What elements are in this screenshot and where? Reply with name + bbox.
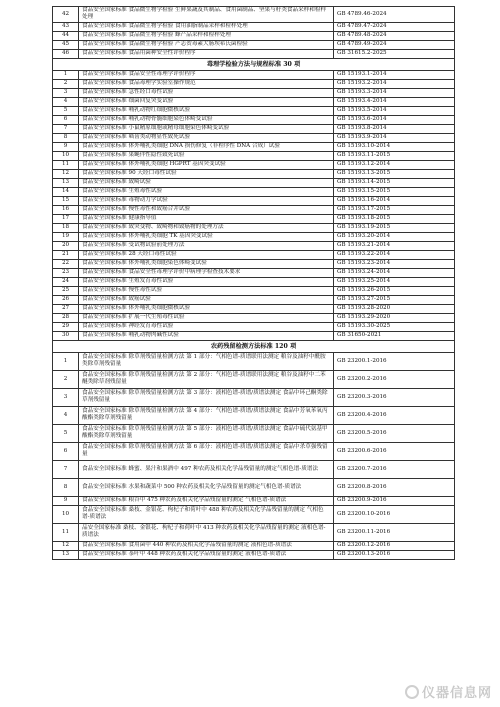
table-row xyxy=(53,232,455,241)
standard-code: GB 15193.10-2014 xyxy=(334,142,455,151)
table-row xyxy=(53,352,455,370)
standard-name: 食品安全国家标准 除草剂残留量检测方法 第 5 部分：液相色谱-质谱/质谱法测定 食品中硫代氨基甲酸酯类除草剂残留量 xyxy=(79,424,334,442)
table-row xyxy=(53,268,455,277)
standard-name: 食品安全国家标准 水果和蔬菜中 500 种农药及相关化学品残留量的测定气相色谱-质谱法 xyxy=(79,478,334,496)
row-number: 8 xyxy=(53,133,79,142)
table-row xyxy=(53,322,455,331)
row-number: 14 xyxy=(53,187,79,196)
table-row xyxy=(53,259,455,268)
table-row xyxy=(53,88,455,97)
table-row xyxy=(53,295,455,304)
standard-name: 食品安全国家标准 食品用菌种安全性评价程序 xyxy=(79,49,334,58)
standard-code: GB 31650-2021 xyxy=(334,331,455,340)
table-row xyxy=(53,286,455,295)
row-number: 28 xyxy=(53,313,79,322)
standard-name: 品安全国家标准 桑枝、金银花、枸杞子和荷叶中 413 种农药及相关化学品残留量的测定 液相色谱-质谱法 xyxy=(79,523,334,541)
standard-code: GB 23200.6-2016 xyxy=(334,442,455,460)
standard-name: 食品安全国家标准 食品微生物学检验 蜂产品采样和检样处理 xyxy=(79,31,334,40)
row-number: 25 xyxy=(53,286,79,295)
standard-name: 食品安全国家标准 食品微生物学检验 产志贺毒素大肠埃希氏菌检验 xyxy=(79,40,334,49)
table-row xyxy=(53,460,455,478)
table-row xyxy=(53,214,455,223)
table-row xyxy=(53,304,455,313)
standards-table xyxy=(52,6,455,560)
standard-code: GB 15193.26-2015 xyxy=(334,286,455,295)
standard-code: GB 15193.17-2015 xyxy=(334,205,455,214)
standard-name: 食品安全国家标准 食品微生物学检验 生鲜果蔬及其制品、食用菌制品、坚果与籽类食品采样和检样处理 xyxy=(79,7,334,23)
standard-code: GB 23200.9-2016 xyxy=(334,496,455,505)
standard-code: GB 15193.16-2014 xyxy=(334,196,455,205)
standard-name: 食品安全国家标准 90 天经口毒性试验 xyxy=(79,169,334,178)
standard-name: 食品安全国家标准 除草剂残留量检测方法 第 4 部分：气相色谱-质谱/质谱法测定 食品中芳氧苯氧丙酸酯类除草剂残留量 xyxy=(79,406,334,424)
standard-name: 食品安全国家标准 细菌回复突变试验 xyxy=(79,97,334,106)
standard-name: 食品安全国家标准 除草剂残留量检测方法 第 1 部分：气相色谱-质谱联用法测定 粮谷及油籽中酰胺类除草剂残留量 xyxy=(79,352,334,370)
row-number: 15 xyxy=(53,196,79,205)
standard-code: GB 23200.8-2016 xyxy=(334,478,455,496)
row-number: 7 xyxy=(53,460,79,478)
section-title: 农药残留检测方法标准 120 项 xyxy=(53,340,455,352)
table-row xyxy=(53,388,455,406)
standard-code: GB 15193.28-2020 xyxy=(334,304,455,313)
section-header-row xyxy=(53,340,455,352)
row-number: 11 xyxy=(53,523,79,541)
row-number: 2 xyxy=(53,79,79,88)
table-row xyxy=(53,151,455,160)
standard-name: 食品安全国家标准 扩展一代生殖毒性试验 xyxy=(79,313,334,322)
row-number: 5 xyxy=(53,424,79,442)
table-row xyxy=(53,142,455,151)
table-row xyxy=(53,406,455,424)
standard-name: 食品安全国家标准 慢性毒性试验 xyxy=(79,286,334,295)
standard-name: 食品安全国家标准 桑枝、金银花、枸杞子和荷叶中 488 种农药及相关化学品残留量的测定 气相色谱-质谱法 xyxy=(79,505,334,523)
table-row xyxy=(53,277,455,286)
table-row xyxy=(53,205,455,214)
standard-code: GB 15193.19-2015 xyxy=(334,223,455,232)
table-row xyxy=(53,187,455,196)
table-row xyxy=(53,49,455,58)
standard-name: 食品安全国家标准 哺乳动物骨髓细胞染色体畸变试验 xyxy=(79,115,334,124)
row-number: 16 xyxy=(53,205,79,214)
standard-code: GB 15193.5-2014 xyxy=(334,106,455,115)
table-row xyxy=(53,331,455,340)
standard-name: 食品安全国家标准 食用菌中 440 种农药及相关化学品残留量的测定 液相色谱-质谱法 xyxy=(79,541,334,550)
row-number: 5 xyxy=(53,106,79,115)
row-number: 1 xyxy=(53,70,79,79)
standard-code: GB 4789.46-2024 xyxy=(334,7,455,23)
logo-circle-icon xyxy=(405,685,419,699)
standard-name: 食品安全国家标准 急性经口毒性试验 xyxy=(79,88,334,97)
row-number: 30 xyxy=(53,331,79,340)
standard-name: 食品安全国家标准 28 天经口毒性试验 xyxy=(79,250,334,259)
standard-code: GB 4789.47-2024 xyxy=(334,22,455,31)
standard-name: 食品安全国家标准 致畸试验 xyxy=(79,178,334,187)
table-row xyxy=(53,250,455,259)
standard-code: GB 23200.10-2016 xyxy=(334,505,455,523)
table-row xyxy=(53,478,455,496)
table-row xyxy=(53,7,455,23)
standard-name: 食品安全国家标准 小鼠精原细胞或精母细胞染色体畸变试验 xyxy=(79,124,334,133)
table-row xyxy=(53,22,455,31)
row-number: 18 xyxy=(53,223,79,232)
standard-name: 食品安全国家标准 体外哺乳类细胞 DNA 损伤修复（非程序性 DNA 合成）试验 xyxy=(79,142,334,151)
row-number: 6 xyxy=(53,442,79,460)
standard-code: GB 15193.11-2015 xyxy=(334,151,455,160)
table-row xyxy=(53,115,455,124)
table-row xyxy=(53,550,455,559)
standard-name: 食品安全国家标准 哺乳动物红细胞微核试验 xyxy=(79,106,334,115)
standard-name: 食品安全国家标准 生殖毒性试验 xyxy=(79,187,334,196)
standard-name: 食品安全国家标准 食品毒理学实验室操作规范 xyxy=(79,79,334,88)
row-number: 10 xyxy=(53,505,79,523)
section-title: 毒理学检验方法与规程标准 30 项 xyxy=(53,58,455,70)
standard-name: 食品安全国家标准 哺乳动物肉碱性试验 xyxy=(79,331,334,340)
standard-name: 食品安全国家标准 体外哺乳类细胞染色体畸变试验 xyxy=(79,259,334,268)
standard-name: 食品安全国家标准 蜂蜜、果汁和果酒中 497 种农药及相关化学品残留量的测定气相色谱-质谱法 xyxy=(79,460,334,478)
standard-name: 食品安全国家标准 毒物动力学试验 xyxy=(79,196,334,205)
row-number: 19 xyxy=(53,232,79,241)
standard-name: 食品安全国家标准 体外哺乳类细胞微核试验 xyxy=(79,304,334,313)
standard-name: 食品安全国家标准 除草剂残留量检测方法 第 3 部分：液相色谱-质谱/质谱法测定 食品中环己酮类除草剂残留量 xyxy=(79,388,334,406)
row-number: 42 xyxy=(53,7,79,23)
standard-name: 食品安全国家标准 神经发育毒性试验 xyxy=(79,322,334,331)
table-row xyxy=(53,31,455,40)
standard-name: 食品安全国家标准 食品安全性毒理学评价程序 xyxy=(79,70,334,79)
standards-table-body xyxy=(53,7,455,560)
standard-code: GB 15193.1-2014 xyxy=(334,70,455,79)
standard-code: GB 4789.48-2024 xyxy=(334,31,455,40)
standard-name: 食品安全国家标准 致突变物、致畸物和致癌物的处理方法 xyxy=(79,223,334,232)
standard-code: GB 15193.20-2014 xyxy=(334,232,455,241)
row-number: 20 xyxy=(53,241,79,250)
standard-code: GB 23200.4-2016 xyxy=(334,406,455,424)
table-row xyxy=(53,505,455,523)
standard-code: GB 15193.14-2015 xyxy=(334,178,455,187)
standard-code: GB 31615.2-2025 xyxy=(334,49,455,58)
standard-code: GB 4789.49-2024 xyxy=(334,40,455,49)
standard-name: 食品安全国家标准 除草剂残留量检测方法 第 2 部分：气相色谱-质谱联用法测定 粮谷及油籽中二苯醚类除草剂残留量 xyxy=(79,370,334,388)
standard-code: GB 15193.29-2020 xyxy=(334,313,455,322)
standard-name: 食品安全国家标准 果蝇伴性隐性致死试验 xyxy=(79,151,334,160)
table-row xyxy=(53,133,455,142)
standard-code: GB 23200.2-2016 xyxy=(334,370,455,388)
row-number: 12 xyxy=(53,541,79,550)
standard-code: GB 15193.4-2014 xyxy=(334,97,455,106)
standard-code: GB 15193.27-2015 xyxy=(334,295,455,304)
standard-code: GB 23200.3-2016 xyxy=(334,388,455,406)
standard-name: 食品安全国家标准 茶叶中 448 种农药及相关化学品残留量的测定 液相色谱-质谱法 xyxy=(79,550,334,559)
row-number: 3 xyxy=(53,388,79,406)
row-number: 7 xyxy=(53,124,79,133)
standard-code: GB 15193.9-2014 xyxy=(334,133,455,142)
standard-name: 食品安全国家标准 体外哺乳类细胞 HGPRT 基因突变试验 xyxy=(79,160,334,169)
standard-code: GB 15193.18-2015 xyxy=(334,214,455,223)
table-row xyxy=(53,124,455,133)
table-row xyxy=(53,370,455,388)
row-number: 3 xyxy=(53,88,79,97)
row-number: 10 xyxy=(53,151,79,160)
table-row xyxy=(53,523,455,541)
standard-name: 食品安全国家标准 受试物试验前处理方法 xyxy=(79,241,334,250)
standard-code: GB 23200.5-2016 xyxy=(334,424,455,442)
table-row xyxy=(53,97,455,106)
table-row xyxy=(53,541,455,550)
standard-code: GB 15193.30-2025 xyxy=(334,322,455,331)
row-number: 12 xyxy=(53,169,79,178)
table-row xyxy=(53,442,455,460)
row-number: 11 xyxy=(53,160,79,169)
standard-code: GB 15193.13-2015 xyxy=(334,169,455,178)
standard-name: 食品安全国家标准 食品微生物学检验 食用油脂制品采样和检样处理 xyxy=(79,22,334,31)
row-number: 43 xyxy=(53,22,79,31)
table-row xyxy=(53,313,455,322)
standard-code: GB 15193.15-2015 xyxy=(334,187,455,196)
standard-code: GB 23200.7-2016 xyxy=(334,460,455,478)
row-number: 27 xyxy=(53,304,79,313)
row-number: 22 xyxy=(53,259,79,268)
table-row xyxy=(53,241,455,250)
standard-name: 食品安全国家标准 粮谷中 475 种农药及相关化学品残留量的测定 气相色谱-质谱法 xyxy=(79,496,334,505)
standard-name: 食品安全国家标准 体外哺乳类细胞 TK 基因突变试验 xyxy=(79,232,334,241)
row-number: 26 xyxy=(53,295,79,304)
standard-code: GB 15193.21-2014 xyxy=(334,241,455,250)
standard-code: GB 15193.3-2014 xyxy=(334,88,455,97)
table-row xyxy=(53,223,455,232)
row-number: 4 xyxy=(53,406,79,424)
table-row xyxy=(53,79,455,88)
row-number: 46 xyxy=(53,49,79,58)
table-row xyxy=(53,178,455,187)
row-number: 9 xyxy=(53,496,79,505)
row-number: 45 xyxy=(53,40,79,49)
standard-code: GB 15193.22-2014 xyxy=(334,250,455,259)
row-number: 44 xyxy=(53,31,79,40)
row-number: 29 xyxy=(53,322,79,331)
watermark-text: 仪器信息网 xyxy=(421,686,492,701)
standard-name: 食品安全国家标准 除草剂残留量检测方法 第 6 部分：液相色谱-质谱/质谱法测定 食品中杀草强残留量 xyxy=(79,442,334,460)
table-row xyxy=(53,496,455,505)
standard-code: GB 23200.12-2016 xyxy=(334,541,455,550)
standard-name: 食品安全国家标准 啮齿类动物显性致死试验 xyxy=(79,133,334,142)
standard-code: GB 15193.24-2014 xyxy=(334,268,455,277)
standard-name: 食品安全国家标准 慢性毒性和致癌合并试验 xyxy=(79,205,334,214)
standard-code: GB 15193.2-2014 xyxy=(334,79,455,88)
row-number: 13 xyxy=(53,550,79,559)
section-header-row xyxy=(53,58,455,70)
row-number: 2 xyxy=(53,370,79,388)
watermark xyxy=(405,682,492,701)
standard-name: 食品安全国家标准 致癌试验 xyxy=(79,295,334,304)
row-number: 8 xyxy=(53,478,79,496)
standard-code: GB 23200.13-2016 xyxy=(334,550,455,559)
row-number: 6 xyxy=(53,115,79,124)
table-row xyxy=(53,40,455,49)
row-number: 24 xyxy=(53,277,79,286)
row-number: 23 xyxy=(53,268,79,277)
standard-name: 食品安全国家标准 食品安全性毒理学评价中病理学检查技术要求 xyxy=(79,268,334,277)
standard-name: 食品安全国家标准 健康指导值 xyxy=(79,214,334,223)
table-row xyxy=(53,70,455,79)
table-row xyxy=(53,106,455,115)
table-row xyxy=(53,160,455,169)
row-number: 13 xyxy=(53,178,79,187)
row-number: 1 xyxy=(53,352,79,370)
row-number: 21 xyxy=(53,250,79,259)
standard-code: GB 15193.6-2014 xyxy=(334,115,455,124)
standard-code: GB 15193.23-2014 xyxy=(334,259,455,268)
standard-code: GB 15193.8-2014 xyxy=(334,124,455,133)
table-row xyxy=(53,424,455,442)
table-row xyxy=(53,196,455,205)
row-number: 9 xyxy=(53,142,79,151)
table-row xyxy=(53,169,455,178)
standard-name: 食品安全国家标准 生殖发育毒性试验 xyxy=(79,277,334,286)
row-number: 17 xyxy=(53,214,79,223)
standard-code: GB 23200.1-2016 xyxy=(334,352,455,370)
row-number: 4 xyxy=(53,97,79,106)
standard-code: GB 15193.25-2014 xyxy=(334,277,455,286)
standard-code: GB 15193.12-2014 xyxy=(334,160,455,169)
standard-code: GB 23200.11-2016 xyxy=(334,523,455,541)
